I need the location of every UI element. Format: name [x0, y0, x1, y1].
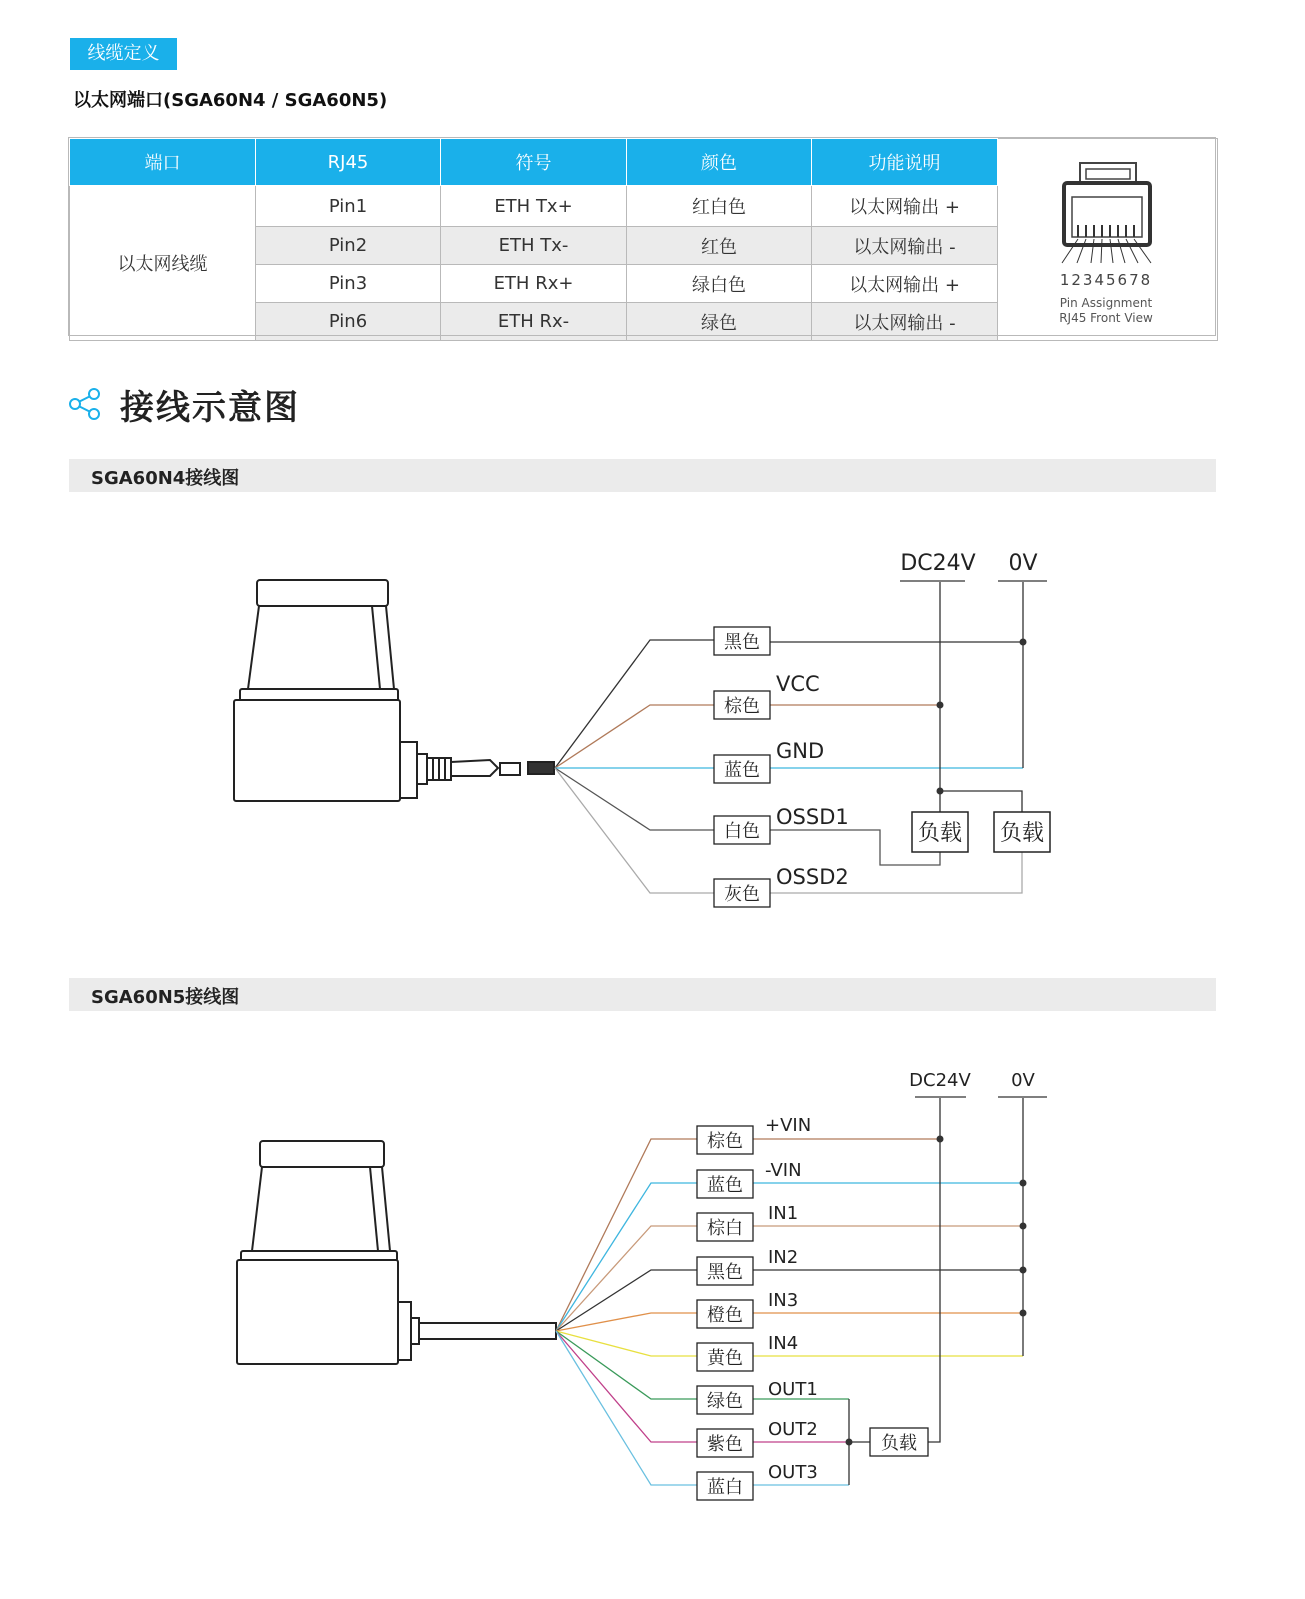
n5-signal-label: OUT3 [768, 1462, 818, 1483]
n5-signal-label: IN3 [768, 1290, 799, 1311]
n5-wire-label: 紫色 [707, 1434, 743, 1455]
cell-symbol: ETH Tx- [441, 227, 627, 265]
cell-function: 以太网输出 - [812, 227, 998, 265]
n4-wire-label: 黑色 [724, 632, 760, 653]
n5-dc24v-label: DC24V [909, 1070, 971, 1091]
n5-signal-label: IN4 [768, 1333, 799, 1354]
n4-load-box: 负载 [917, 821, 963, 846]
header-function: 功能说明 [812, 139, 998, 186]
n5-wire-label: 蓝色 [707, 1175, 743, 1196]
n5-signal-label: OUT1 [768, 1379, 818, 1400]
n5-0v-label: 0V [1011, 1070, 1035, 1091]
pin-table [69, 138, 1218, 341]
header-port: 端口 [70, 139, 256, 186]
n4-signal-label: VCC [776, 672, 820, 696]
n4-load-box: 负载 [999, 821, 1045, 846]
n5-signal-label: -VIN [765, 1160, 802, 1181]
n4-signal-label: OSSD2 [776, 865, 849, 889]
port-cell: 以太网线缆 [70, 186, 256, 341]
n4-0v-label: 0V [1008, 551, 1038, 576]
rj45-caption-2: RJ45 Front View [1059, 311, 1153, 325]
cell-symbol: ETH Tx+ [441, 186, 627, 227]
cell-function: 以太网输出 + [812, 186, 998, 227]
n5-wire-label: 蓝白 [707, 1477, 743, 1498]
wiring-section-title: 接线示意图 [120, 388, 300, 428]
share-icon [68, 387, 102, 421]
n4-signal-label: GND [776, 739, 825, 763]
n4-signal-label: OSSD1 [776, 805, 849, 829]
n5-sensor-device [237, 1141, 556, 1364]
cell-color: 红色 [627, 227, 812, 265]
cell-pin: Pin3 [256, 265, 441, 303]
n4-sensor-device [234, 580, 554, 801]
n4-wire-label: 棕色 [724, 696, 760, 717]
cell-pin: Pin2 [256, 227, 441, 265]
cell-color: 绿白色 [627, 265, 812, 303]
rj45-connector-icon [998, 139, 1217, 335]
n4-wiring-diagram [0, 530, 1305, 930]
cell-symbol: ETH Rx- [441, 303, 627, 341]
rj45-figure [998, 139, 1218, 341]
n4-dc24v-label: DC24V [900, 551, 976, 576]
n5-wire-label: 棕色 [707, 1131, 743, 1152]
n5-load-box: 负载 [881, 1433, 917, 1454]
header-symbol: 符号 [441, 139, 627, 186]
rj45-caption-1: Pin Assignment [1059, 296, 1153, 310]
ethernet-port-subtitle: 以太网端口(SGA60N4 / SGA60N5) [73, 90, 388, 111]
n5-wire-label: 黑色 [707, 1262, 743, 1283]
n5-wire-label: 橙色 [707, 1305, 743, 1326]
n5-wiring-diagram [0, 1050, 1305, 1570]
n5-section-title: SGA60N5接线图 [91, 987, 240, 1008]
n5-section-bar [69, 978, 1216, 1011]
n4-section-title: SGA60N4接线图 [91, 468, 240, 489]
n4-wire-label: 白色 [724, 821, 760, 842]
header-rj45: RJ45 [256, 139, 441, 186]
cell-function: 以太网输出 - [812, 303, 998, 341]
n5-signal-label: OUT2 [768, 1419, 818, 1440]
header-color: 颜色 [627, 139, 812, 186]
cell-color: 红白色 [627, 186, 812, 227]
cell-color: 绿色 [627, 303, 812, 341]
cell-symbol: ETH Rx+ [441, 265, 627, 303]
cell-pin: Pin1 [256, 186, 441, 227]
rj45-pin-numbers: 12345678 [1059, 271, 1153, 289]
cell-pin: Pin6 [256, 303, 441, 341]
n5-wire-label: 棕白 [707, 1218, 743, 1239]
n5-wire-label: 绿色 [707, 1391, 743, 1412]
n4-wire-label: 灰色 [724, 884, 760, 905]
n4-section-bar [69, 459, 1216, 492]
n5-signal-label: +VIN [765, 1115, 812, 1136]
n4-wire-label: 蓝色 [724, 760, 760, 781]
n5-signal-label: IN1 [768, 1203, 799, 1224]
cell-function: 以太网输出 + [812, 265, 998, 303]
n5-signal-label: IN2 [768, 1247, 799, 1268]
n5-wire-label: 黄色 [707, 1348, 743, 1369]
section-tag: 线缆定义 [70, 38, 177, 70]
